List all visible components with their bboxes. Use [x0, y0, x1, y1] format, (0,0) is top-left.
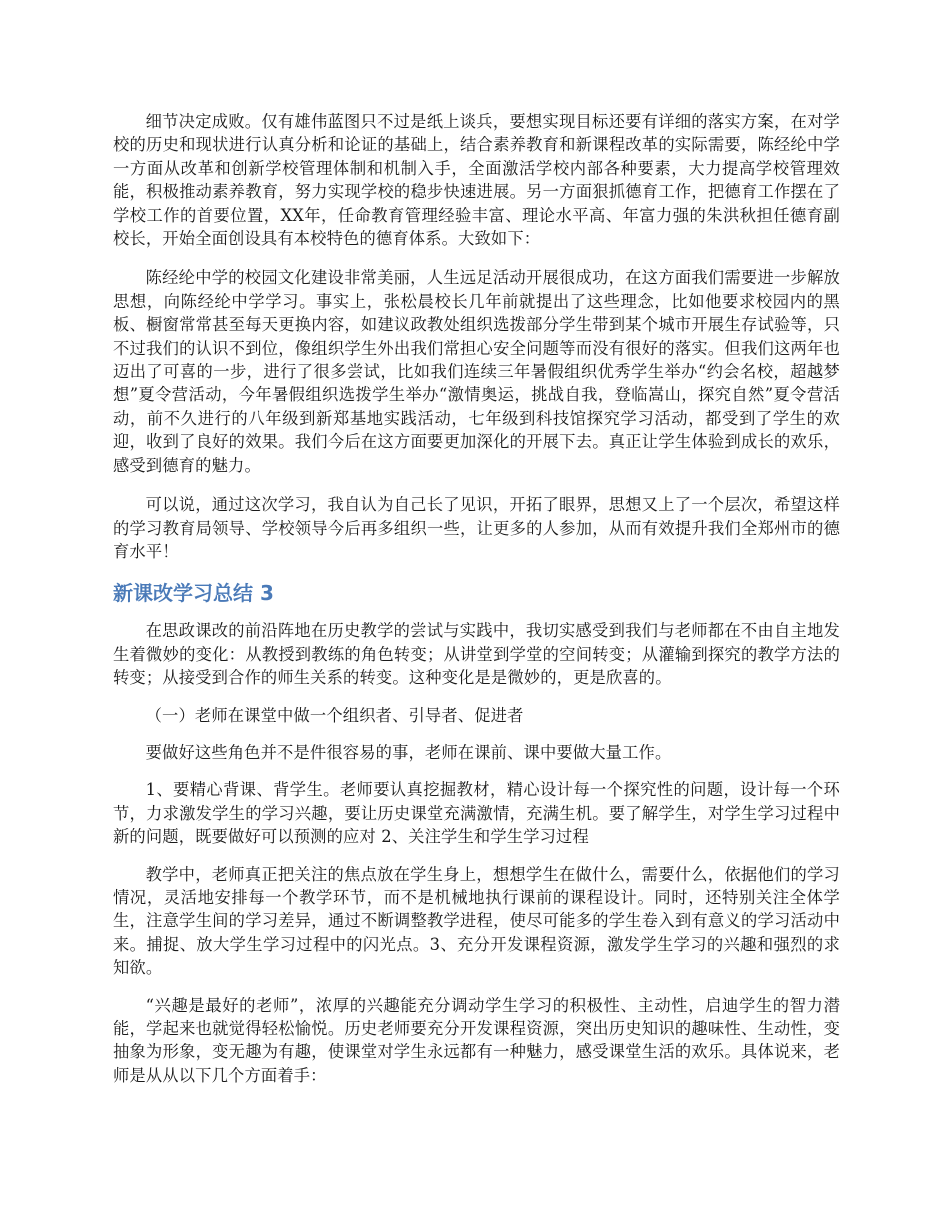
body-paragraph: 在思政课改的前沿阵地在历史教学的尝试与实践中，我切实感受到我们与老师都在不由自主地发生着微妙的变化：从教授到教练的角色转变；从讲堂到学堂的空间转变；从灌输到探究的教学方法的转变；从接受到合作的师生关系的转变。这种变化是是微妙的，更是欣喜的。 — [113, 621, 840, 688]
body-paragraph: 陈经纶中学的校园文化建设非常美丽，人生远足活动开展很成功，在这方面我们需要进一步解放思想，向陈经纶中学学习。事实上，张松晨校长几年前就提出了这些理念，比如他要求校园内的黑板、橱窗常常甚至每天更换内容，如建议政教处组织选拨部分学生带到某个城市开展生存试验等，只不过我们的认识不到位，像组织学生外出我们常担心安全问题等而没有很好的落实。但我们这两年也迈出了可喜的一步，进行了很多尝试，比如我们连续三年暑假组织优秀学生举办“约会名校，超越梦想”夏令营活动，今年暑假组织选拨学生举办“激情奥运，挑战自我，登临嵩山，探究自然”夏令营活动，前不久进行的八年级到新郑基地实践活动，七年级到科技馆探究学习活动，都受到了学生的欢迎，收到了良好的效果。我们今后在这方面要更加深化的开展下去。真正让学生体验到成长的欢乐，感受到德育的魅力。 — [113, 268, 840, 475]
body-paragraph: 要做好这些角色并不是件很容易的事，老师在课前、课中要做大量工作。 — [145, 742, 672, 762]
body-paragraph: 1、要精心背课、背学生。老师要认真挖掘教材，精心设计每一个探究性的问题，设计每一个环节，力求激发学生的学习兴趣，要让历史课堂充满激情，充满生机。要了解学生，对学生学习过程中新的问题，既要做好可以预测的应对 2、关注学生和学生学习过程 — [113, 780, 840, 847]
body-paragraph: 可以说，通过这次学习，我自认为自己长了见识，开拓了眼界，思想又上了一个层次，希望这样的学习教育局领导、学校领导今后再多组织一些，让更多的人参加，从而有效提升我们全郑州市的德育水平！ — [113, 495, 840, 561]
section-heading: 新课改学习总结 3 — [113, 581, 274, 606]
body-paragraph: “兴趣是最好的老师”，浓厚的兴趣能充分调动学生学习的积极性、主动性，启迪学生的智力潜能，学起来也就觉得轻松愉悦。历史老师要充分开发课程资源，突出历史知识的趣味性、生动性，变抽象为形象，变无趣为有趣，使课堂对学生永远都有一种魅力，感受课堂生活的欢乐。具体说来，老师是从从以下几个方面着手： — [113, 995, 840, 1085]
body-paragraph: 教学中，老师真正把关注的焦点放在学生身上，想想学生在做什么，需要什么，依据他们的学习情况，灵活地安排每一个教学环节，而不是机械地执行课前的课程设计。同时，还特别关注全体学生，注意学生间的学习差异，通过不断调整教学进程，使尽可能多的学生卷入到有意义的学习活动中来。捕捉、放大学生学习过程中的闪光点。3、充分开发课程资源，激发学生学习的兴趣和强烈的求知欲。 — [113, 864, 840, 978]
subheading-paragraph: （一）老师在课堂中做一个组织者、引导者、促进者 — [145, 705, 524, 725]
body-paragraph: 细节决定成败。仅有雄伟蓝图只不过是纸上谈兵，要想实现目标还要有详细的落实方案，在对学校的历史和现状进行认真分析和论证的基础上，结合素养教育和新课程改革的实际需要，陈经纶中学一方面从改革和创新学校管理体制和机制入手，全面激活学校内部各种要素，大力提高学校管理效能，积极推动素养教育，努力实现学校的稳步快速进展。另一方面狠抓德育工作，把德育工作摆在了学校工作的首要位置，XX年，任命教育管理经验丰富、理论水平高、年富力强的朱洪秋担任德育副校长，开始全面创设具有本校特色的德育体系。大致如下： — [113, 112, 840, 249]
